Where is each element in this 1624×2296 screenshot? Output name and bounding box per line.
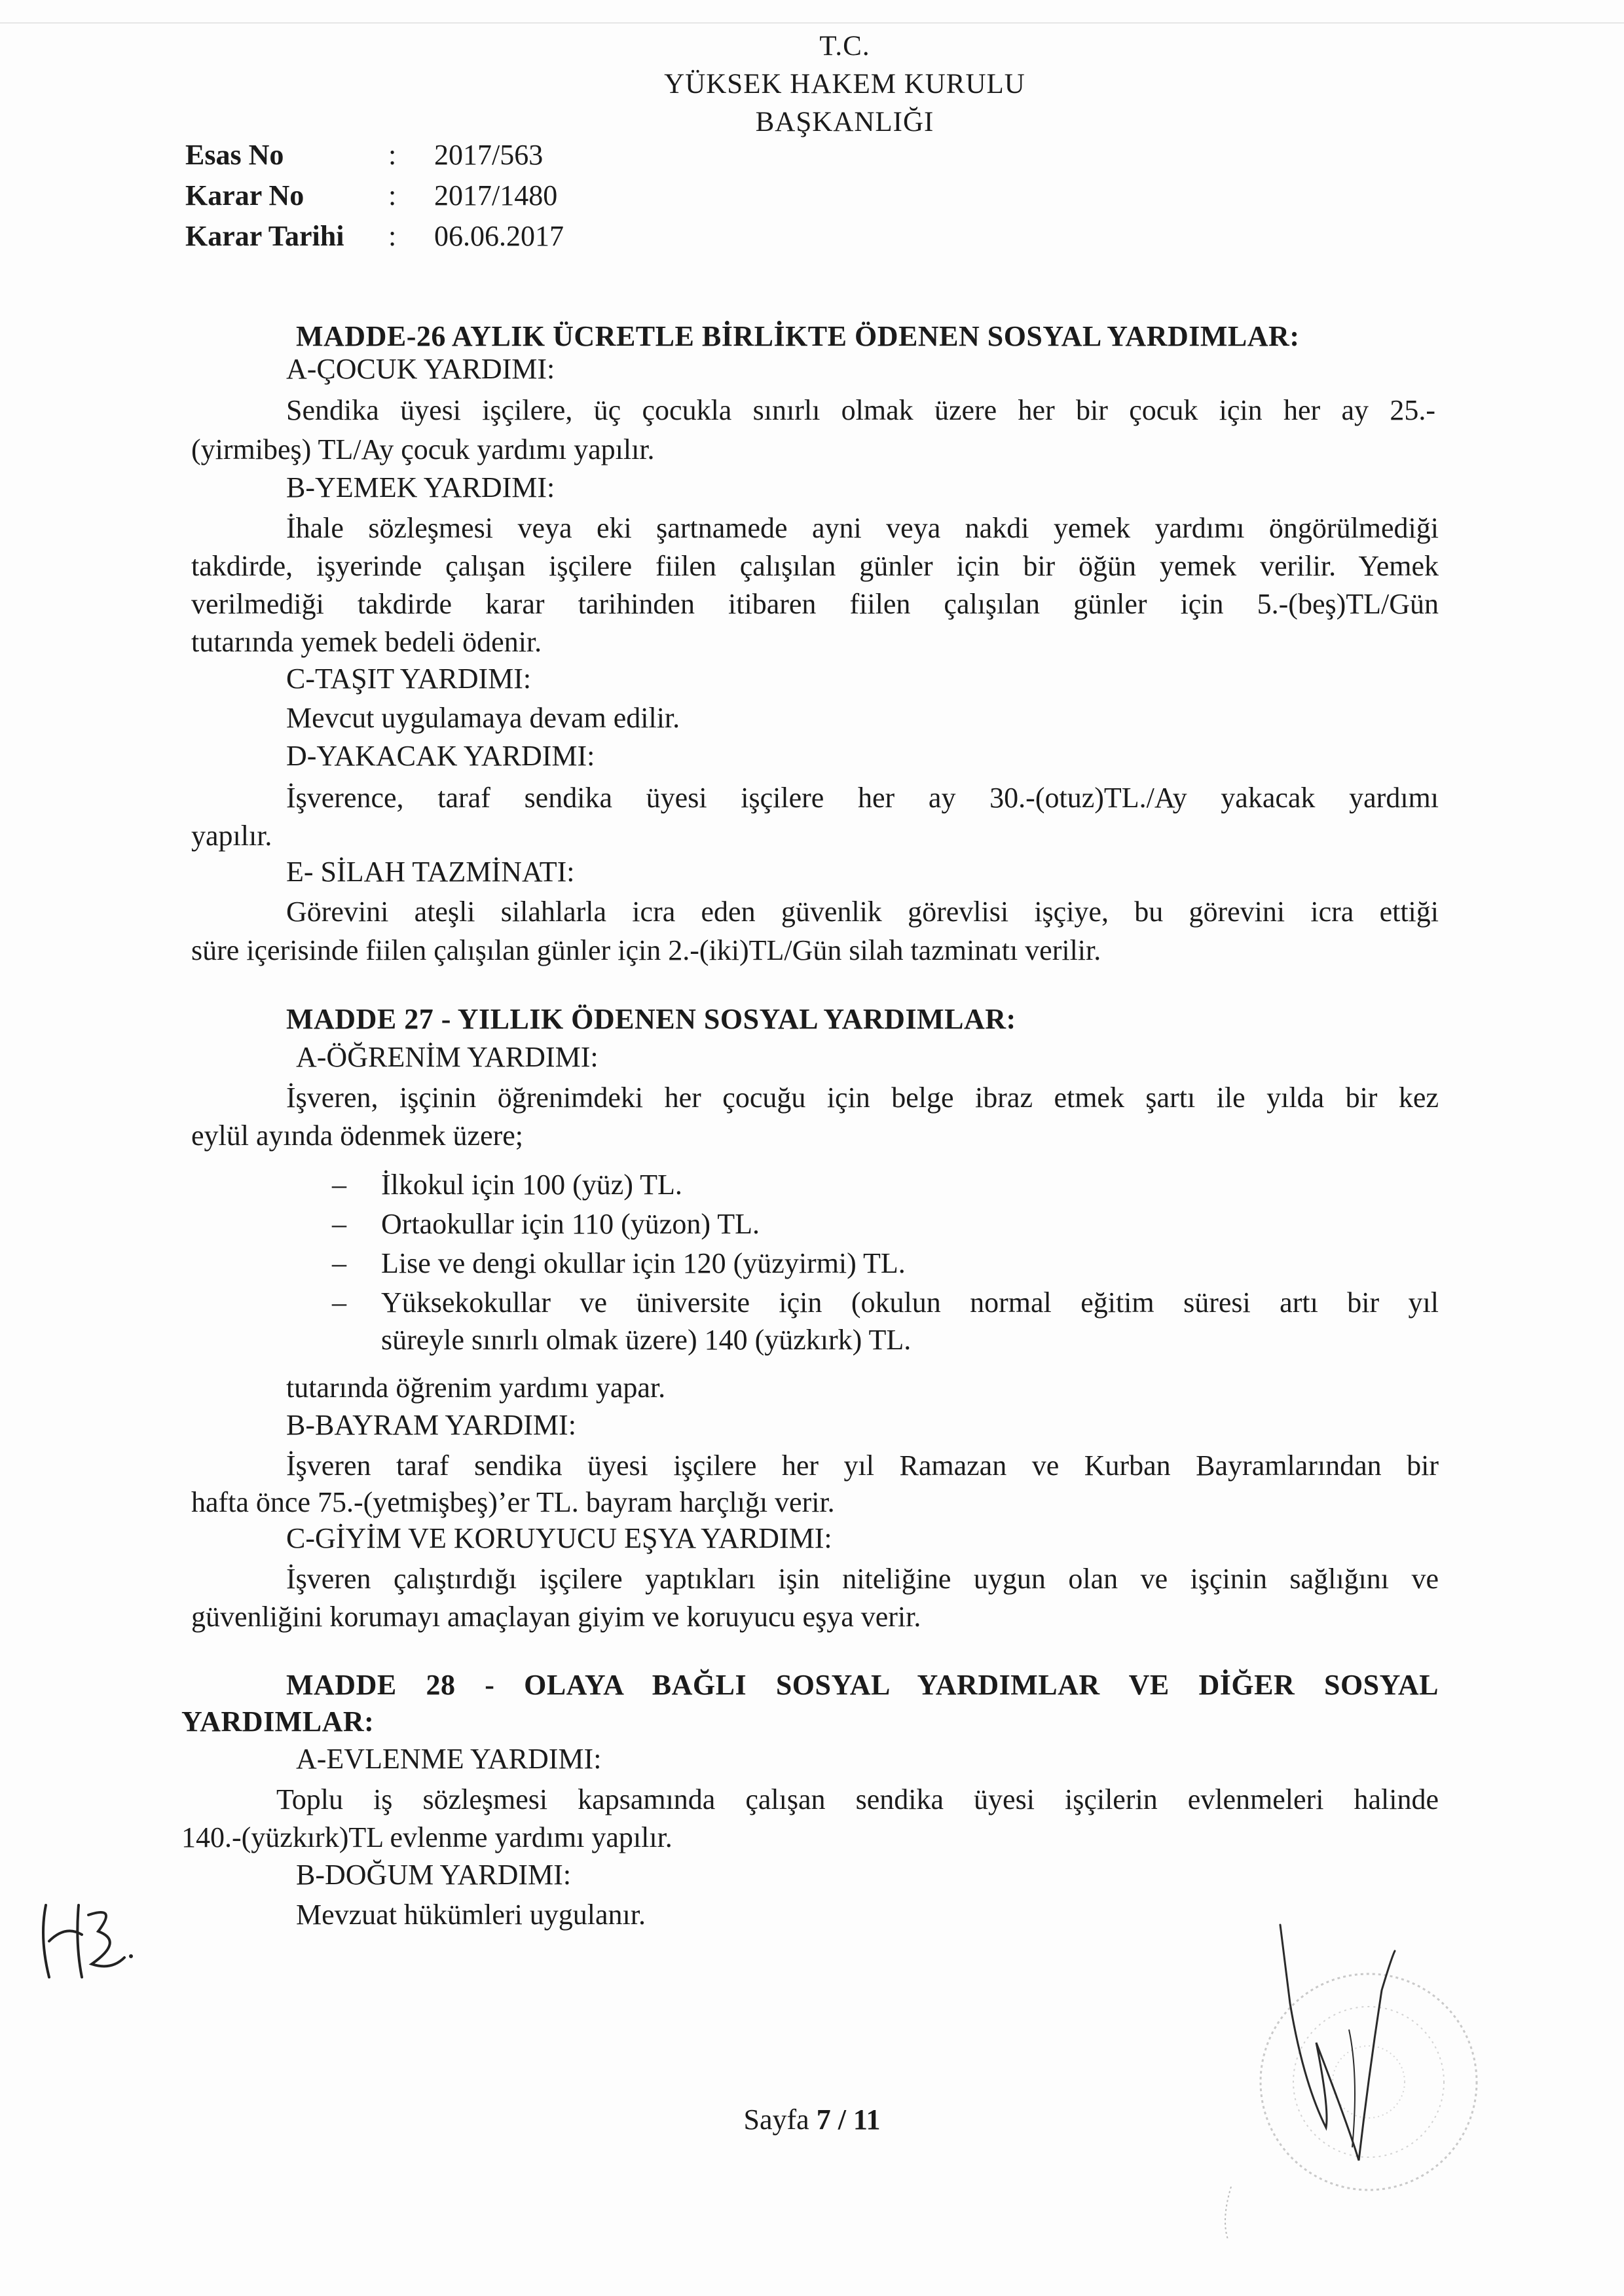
meta-value: 2017/1480	[434, 179, 558, 211]
madde26-c-title: C-TAŞIT YARDIMI:	[286, 663, 532, 695]
madde27-b-line2: hafta önce 75.-(yetmişbeş)’er TL. bayram harçlığı verir.	[191, 1486, 835, 1518]
meta-colon: :	[388, 139, 397, 171]
madde28-a-line2: 140.-(yüzkırk)TL evlenme yardımı yapılır.	[181, 1821, 673, 1853]
page-footer	[0, 2103, 1624, 2136]
meta-value: 2017/563	[434, 139, 544, 171]
bullet-item-yuksekokul-cont: süreyle sınırlı olmak üzere) 140 (yüzkırk) TL.	[381, 1324, 912, 1356]
document-header	[458, 27, 1231, 141]
madde26-d-title: D-YAKACAK YARDIMI:	[286, 740, 595, 772]
bullet-item-ortaokul: Ortaokullar için 110 (yüzon) TL.	[381, 1208, 760, 1240]
madde27-b-title: B-BAYRAM YARDIMI:	[286, 1409, 576, 1441]
handwritten-initials	[20, 1879, 151, 1997]
official-stamp	[1218, 1912, 1532, 2252]
madde28-title-line1: MADDE 28 - OLAYA BAĞLI SOSYAL YARDIMLAR VE DİĞER SOSYAL	[286, 1669, 1439, 1701]
madde27-a-title: A-ÖĞRENİM YARDIMI:	[296, 1041, 599, 1073]
madde28-a-line1: Toplu iş sözleşmesi kapsamında çalışan sendika üyesi işçilerin evlenmeleri halinde	[276, 1783, 1439, 1815]
meta-label: Esas No	[185, 139, 284, 171]
madde26-d-line1: İşverence, taraf sendika üyesi işçilere her ay 30.-(otuz)TL./Ay yakacak yardımı	[286, 782, 1439, 814]
meta-colon: :	[388, 220, 397, 252]
madde27-c-line2: güvenliğini korumayı amaçlayan giyim ve koruyucu eşya verir.	[191, 1601, 921, 1633]
scan-edge-line	[0, 22, 1624, 24]
page-number: 7 / 11	[816, 2104, 881, 2136]
bullet-item-ilkokul: İlkokul için 100 (yüz) TL.	[381, 1169, 682, 1201]
header-department: BAŞKANLIĞI	[755, 107, 934, 137]
bullet-item-yuksekokul: Yüksekokullar ve üniversite için (okulun normal eğitim süresi artı bir yıl	[381, 1286, 1439, 1319]
madde26-d-line2: yapılır.	[191, 820, 272, 852]
bullet-dash: –	[332, 1208, 346, 1240]
meta-label: Karar No	[185, 179, 304, 211]
madde26-b-line4: tutarında yemek bedeli ödenir.	[191, 626, 542, 658]
madde26-e-line2: süre içerisinde fiilen çalışılan günler için 2.-(iki)TL/Gün silah tazminatı verilir.	[191, 934, 1101, 966]
madde26-a-title: A-ÇOCUK YARDIMI:	[286, 353, 555, 385]
madde26-b-line1: İhale sözleşmesi veya eki şartnamede ayni veya nakdi yemek yardımı öngörülmediği	[286, 512, 1439, 544]
madde28-a-title: A-EVLENME YARDIMI:	[296, 1743, 602, 1775]
madde28-b-title: B-DOĞUM YARDIMI:	[296, 1859, 572, 1891]
madde27-a-closing: tutarında öğrenim yardımı yapar.	[286, 1372, 666, 1404]
madde27-c-line1: İşveren çalıştırdığı işçilere yaptıkları işin niteliğine uygun olan ve işçinin sağlığını ve	[286, 1563, 1439, 1595]
bullet-dash: –	[332, 1169, 346, 1201]
bullet-dash: –	[332, 1286, 346, 1319]
madde26-b-line2: takdirde, işyerinde çalışan işçilere fiilen çalışılan günler için bir öğün yemek verilir. Yemek	[191, 550, 1439, 582]
madde27-title: MADDE 27 - YILLIK ÖDENEN SOSYAL YARDIMLAR:	[286, 1003, 1016, 1035]
madde26-c-line1: Mevcut uygulamaya devam edilir.	[286, 702, 680, 734]
madde27-a-line2: eylül ayında ödenmek üzere;	[191, 1120, 524, 1152]
bullet-dash: –	[332, 1247, 346, 1279]
madde28-title-line2: YARDIMLAR:	[181, 1705, 375, 1738]
madde26-e-line1: Görevini ateşli silahlarla icra eden güvenlik görevlisi işçiye, bu görevini icra ettiği	[286, 896, 1439, 928]
meta-value: 06.06.2017	[434, 220, 564, 252]
madde26-a-line1: Sendika üyesi işçilere, üç çocukla sınırlı olmak üzere her bir çocuk için her ay 25.-	[286, 394, 1435, 426]
meta-colon: :	[388, 179, 397, 211]
madde27-a-line1: İşveren, işçinin öğrenimdeki her çocuğu için belge ibraz etmek şartı ile yılda bir kez	[286, 1082, 1439, 1114]
madde26-e-title: E- SİLAH TAZMİNATI:	[286, 856, 575, 888]
madde26-b-line3: verilmediği takdirde karar tarihinden itibaren fiilen çalışılan günler için 5.-(beş)TL/Gün	[191, 588, 1439, 620]
madde26-title: MADDE-26 AYLIK ÜCRETLE BİRLİKTE ÖDENEN SOSYAL YARDIMLAR:	[296, 320, 1300, 352]
madde27-c-title: C-GİYİM VE KORUYUCU EŞYA YARDIMI:	[286, 1522, 832, 1554]
header-institution: YÜKSEK HAKEM KURULU	[664, 69, 1025, 100]
madde26-b-title: B-YEMEK YARDIMI:	[286, 471, 555, 503]
header-tc: T.C.	[819, 31, 870, 62]
madde26-a-line2: (yirmibeş) TL/Ay çocuk yardımı yapılır.	[191, 433, 655, 465]
madde27-b-line1: İşveren taraf sendika üyesi işçilere her yıl Ramazan ve Kurban Bayramlarından bir	[286, 1449, 1439, 1482]
meta-label: Karar Tarihi	[185, 220, 344, 252]
madde28-b-line1: Mevzuat hükümleri uygulanır.	[296, 1899, 646, 1931]
bullet-item-lise: Lise ve dengi okullar için 120 (yüzyirmi) TL.	[381, 1247, 906, 1279]
page-prefix: Sayfa	[743, 2104, 809, 2136]
